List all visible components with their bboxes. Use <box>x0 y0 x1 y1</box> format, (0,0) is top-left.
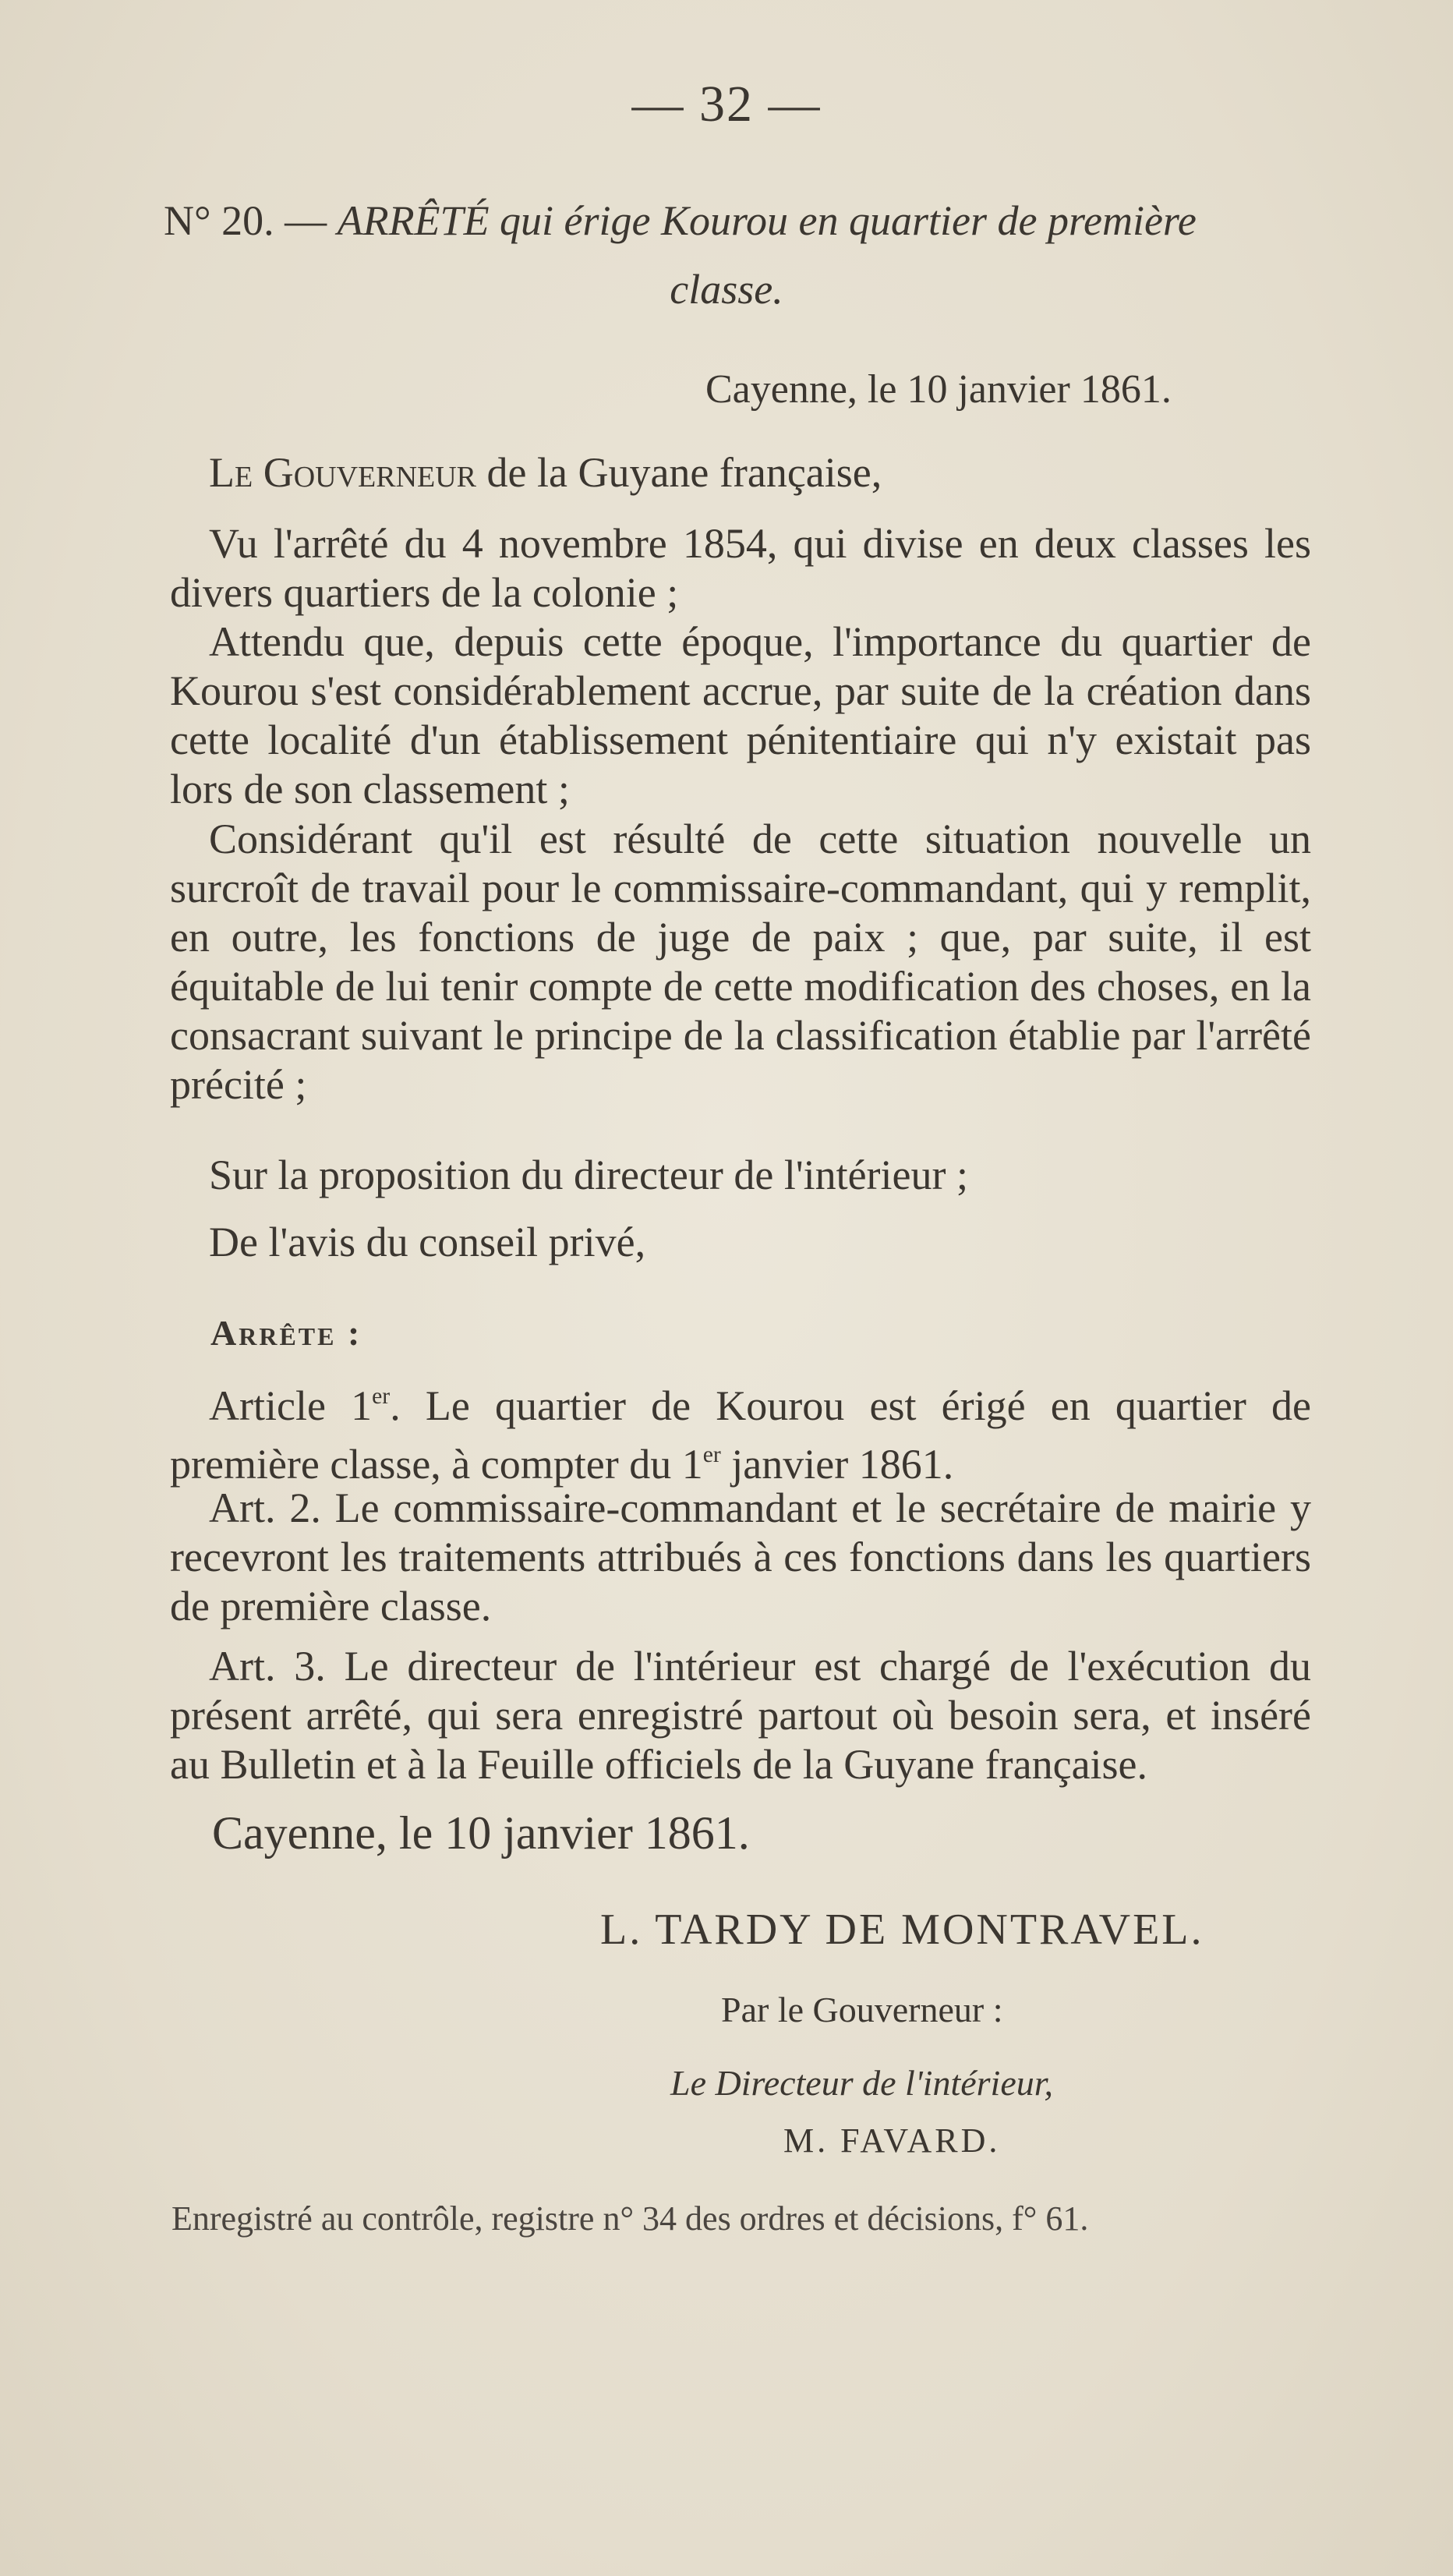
article-1-sup: er <box>372 1384 391 1409</box>
place-date: Cayenne, le 10 janvier 1861. <box>705 367 1172 412</box>
signature: L. TARDY DE MONTRAVEL. <box>600 1905 1204 1954</box>
document-heading <box>164 196 1197 245</box>
governor-intro <box>170 448 1311 497</box>
article-1 <box>170 1372 1311 1489</box>
page-number: — 32 — <box>631 76 822 133</box>
article-3: Art. 3. Le directeur de l'intérieur est chargé de l'exécution du présent arrêté, qui sera enregistré partout où besoin sera, et inséré au Bulletin et à la Feuille officiels de la Guyane française. <box>170 1643 1311 1788</box>
article-1-end: janvier 1861. <box>720 1440 954 1488</box>
consideration-paragraph: Considérant qu'il est résulté de cette situation nouvelle un surcroît de travail pour le commissaire-commandant, qui y remplit, en outre, les fonctions de juge de paix ; que, par suite, il est équitable de lui tenir compte de cette modification des choses, en la consacrant suivant le principe de la classification établie par l'arrêté précité ; <box>170 816 1311 1108</box>
article-1-text: . Le quartier de Kourou est érigé en quartier de première classe, à compter du 1 <box>170 1382 1311 1488</box>
consideration-paragraph: De l'avis du conseil privé, <box>209 1219 646 1265</box>
article-1-sup2: er <box>702 1442 721 1467</box>
governor-title: Le Gouverneur <box>209 449 477 496</box>
par-le-gouverneur: Par le Gouverneur : <box>721 1990 1003 2029</box>
heading-title-line2: classe. <box>670 266 783 313</box>
heading-number: N° 20. <box>164 197 274 244</box>
article-1-prefix: Article 1 <box>209 1382 373 1429</box>
countersignature: M. FAVARD. <box>783 2121 1001 2160</box>
directeur-title: Le Directeur de l'intérieur, <box>670 2063 1054 2103</box>
consideration-paragraph: Sur la proposition du directeur de l'intérieur ; <box>209 1152 968 1198</box>
governor-rest: de la Guyane française, <box>476 449 882 496</box>
article-2: Art. 2. Le commissaire-commandant et le secrétaire de mairie y recevront les traitements attribués à ces fonctions dans les quartiers de première classe. <box>170 1484 1311 1629</box>
arrete-label: Arrête : <box>210 1313 362 1353</box>
registration-footer: Enregistré au contrôle, registre n° 34 des ordres et décisions, f° 61. <box>171 2199 1089 2238</box>
heading-dash: — <box>274 197 338 244</box>
heading-title: ARRÊTÉ qui érige Kourou en quartier de première <box>337 197 1197 244</box>
consideration-paragraph: Vu l'arrêté du 4 novembre 1854, qui divise en deux classes les divers quartiers de la colonie ; <box>170 520 1311 616</box>
closing-date: Cayenne, le 10 janvier 1861. <box>212 1807 750 1859</box>
consideration-paragraph: Attendu que, depuis cette époque, l'importance du quartier de Kourou s'est considérablement accrue, par suite de la création dans cette localité d'un établissement pénitentiaire qui n'y existait pas lors de son classement ; <box>170 618 1311 812</box>
